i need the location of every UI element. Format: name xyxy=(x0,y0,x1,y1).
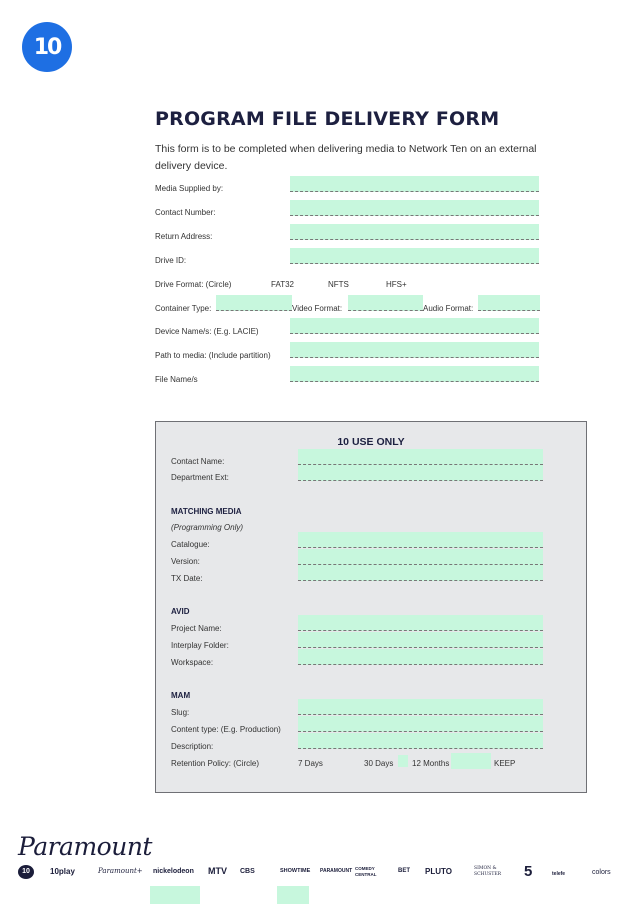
brand-10play: 10play xyxy=(50,867,75,876)
contact-name-field[interactable] xyxy=(298,449,543,465)
interplay-folder-field[interactable] xyxy=(298,632,543,648)
form-title: PROGRAM FILE DELIVERY FORM xyxy=(155,108,500,130)
drive-format-hfs[interactable]: HFS+ xyxy=(386,280,407,289)
description-label: Description: xyxy=(171,742,214,751)
brand-paramount-mountain: PARAMOUNT xyxy=(320,868,353,874)
tx-date-label: TX Date: xyxy=(171,574,203,583)
logo-text: 10 xyxy=(33,34,61,60)
retention-keep[interactable]: KEEP xyxy=(494,759,516,768)
contact-name-label: Contact Name: xyxy=(171,457,225,466)
retention-policy-label: Retention Policy: (Circle) xyxy=(171,759,260,768)
retention-30-days[interactable]: 30 Days xyxy=(364,759,394,768)
version-label: Version: xyxy=(171,557,200,566)
contact-number-label: Contact Number: xyxy=(155,208,216,217)
matching-media-note: (Programming Only) xyxy=(171,523,244,532)
contact-number-field[interactable] xyxy=(290,200,539,216)
bottom-highlight-2 xyxy=(277,886,309,904)
matching-media-heading: MATCHING MEDIA xyxy=(171,507,242,516)
brand-channel-5: 5 xyxy=(524,863,533,880)
brand-bet: BET xyxy=(398,868,410,874)
project-name-label: Project Name: xyxy=(171,624,222,633)
file-names-field[interactable] xyxy=(290,366,539,382)
drive-format-label: Drive Format: (Circle) xyxy=(155,280,232,289)
video-format-label: Video Format: xyxy=(292,304,343,313)
bottom-highlight-1 xyxy=(150,886,200,904)
slug-field[interactable] xyxy=(298,699,543,715)
drive-format-fat32[interactable]: FAT32 xyxy=(271,280,294,289)
form-intro: This form is to be completed when delivering media to Network Ten on an external delivery device. xyxy=(155,143,537,172)
workspace-field[interactable] xyxy=(298,649,543,665)
slug-label: Slug: xyxy=(171,708,190,717)
brand-strip xyxy=(18,865,622,885)
mam-heading: MAM xyxy=(171,691,191,700)
return-address-label: Return Address: xyxy=(155,232,213,241)
retention-highlight-2 xyxy=(451,753,491,769)
audio-format-field[interactable] xyxy=(478,295,540,311)
device-names-field[interactable] xyxy=(290,318,539,334)
container-type-label: Container Type: xyxy=(155,304,212,313)
department-ext-field[interactable] xyxy=(298,465,543,481)
brand-mtv: MTV xyxy=(208,866,227,876)
path-to-media-field[interactable] xyxy=(290,342,539,358)
drive-format-nfts[interactable]: NFTS xyxy=(328,280,349,289)
catalogue-label: Catalogue: xyxy=(171,540,210,549)
device-names-label: Device Name/s: (E.g. LACIE) xyxy=(155,327,259,336)
network-ten-logo xyxy=(22,22,72,72)
brand-paramount-plus: Paramount+ xyxy=(98,867,143,875)
workspace-label: Workspace: xyxy=(171,658,214,667)
department-ext-label: Department Ext: xyxy=(171,473,229,482)
brand-telefe: telefe xyxy=(552,871,566,877)
video-format-field[interactable] xyxy=(348,295,423,311)
retention-12-months[interactable]: 12 Months xyxy=(412,759,450,768)
media-supplied-label: Media Supplied by: xyxy=(155,184,224,193)
return-address-field[interactable] xyxy=(290,224,539,240)
file-names-label: File Name/s xyxy=(155,375,198,384)
retention-7-days[interactable]: 7 Days xyxy=(298,759,323,768)
catalogue-field[interactable] xyxy=(298,532,543,548)
container-type-field[interactable] xyxy=(216,295,292,311)
brand-cbs: CBS xyxy=(240,868,255,875)
project-name-field[interactable] xyxy=(298,615,543,631)
brand-10: 10 xyxy=(18,865,34,879)
version-field[interactable] xyxy=(298,549,543,565)
brand-comedy-central: COMEDY CENTRAL xyxy=(355,866,377,877)
brand-colors: colors xyxy=(592,869,611,876)
brand-simon-schuster: SIMON & SCHUSTER xyxy=(474,866,501,877)
content-type-label: Content type: (E.g. Production) xyxy=(171,725,281,734)
audio-format-label: Audio Format: xyxy=(423,304,474,313)
avid-heading: AVID xyxy=(171,607,190,616)
brand-showtime: SHOWTIME xyxy=(280,868,311,874)
internal-use-title: 10 USE ONLY xyxy=(337,436,405,448)
interplay-folder-label: Interplay Folder: xyxy=(171,641,229,650)
tx-date-field[interactable] xyxy=(298,565,543,581)
drive-id-field[interactable] xyxy=(290,248,539,264)
path-to-media-label: Path to media: (Include partition) xyxy=(155,351,271,360)
brand-nickelodeon: nickelodeon xyxy=(153,868,194,875)
description-field[interactable] xyxy=(298,733,543,749)
brand-pluto: PLUTO xyxy=(425,867,452,876)
media-supplied-field[interactable] xyxy=(290,176,539,192)
paramount-wordmark: Paramount xyxy=(18,832,152,861)
content-type-field[interactable] xyxy=(298,716,543,732)
retention-highlight-1 xyxy=(398,755,408,767)
drive-id-label: Drive ID: xyxy=(155,256,187,265)
internal-use-box xyxy=(155,421,587,793)
